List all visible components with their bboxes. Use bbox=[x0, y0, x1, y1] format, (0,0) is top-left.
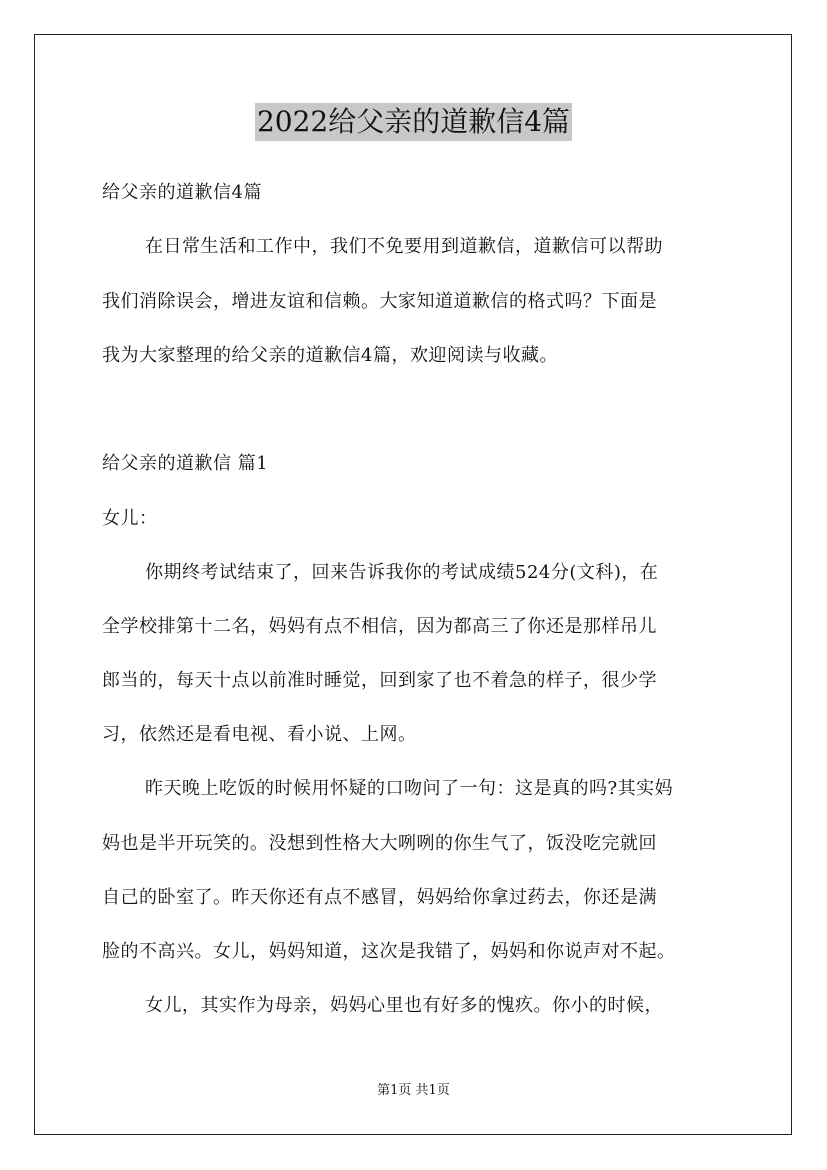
salutation: 女儿： bbox=[102, 508, 158, 529]
section-heading: 给父亲的道歉信 篇1 bbox=[102, 453, 269, 474]
intro-line: 我为大家整理的给父亲的道歉信4篇，欢迎阅读与收藏。 bbox=[102, 345, 558, 366]
paragraph-line: 妈也是半开玩笑的。没想到性格大大咧咧的你生气了，饭没吃完就回 bbox=[102, 833, 657, 854]
intro-line: 在日常生活和工作中，我们不免要用到道歉信，道歉信可以帮助 bbox=[145, 236, 663, 257]
page-footer: 第1页 共1页 bbox=[377, 1083, 450, 1098]
paragraph-line: 女儿，其实作为母亲，妈妈心里也有好多的愧疚。你小的时候， bbox=[145, 995, 663, 1016]
paragraph-line: 自己的卧室了。昨天你还有点不感冒，妈妈给你拿过药去，你还是满 bbox=[102, 887, 657, 908]
intro-line: 我们消除误会，增进友谊和信赖。大家知道道歉信的格式吗？下面是 bbox=[102, 291, 657, 312]
paragraph-line: 郎当的，每天十点以前准时睡觉，回到家了也不着急的样子，很少学 bbox=[102, 670, 657, 691]
paragraph-line: 你期终考试结束了，回来告诉我你的考试成绩524分(文科)，在 bbox=[145, 562, 659, 583]
paragraph-line: 昨天晚上吃饭的时候用怀疑的口吻问了一句：这是真的吗?其实妈 bbox=[145, 778, 674, 799]
paragraph-line: 全学校排第十二名，妈妈有点不相信，因为都高三了你还是那样吊儿 bbox=[102, 616, 657, 637]
subtitle: 给父亲的道歉信4篇 bbox=[102, 182, 262, 203]
paragraph-line: 习，依然还是看电视、看小说、上网。 bbox=[102, 724, 417, 745]
document-title-text: 2022给父亲的道歉信4篇 bbox=[255, 103, 572, 141]
paragraph-line: 脸的不高兴。女儿，妈妈知道，这次是我错了，妈妈和你说声对不起。 bbox=[102, 941, 676, 962]
document-title bbox=[0, 103, 827, 141]
